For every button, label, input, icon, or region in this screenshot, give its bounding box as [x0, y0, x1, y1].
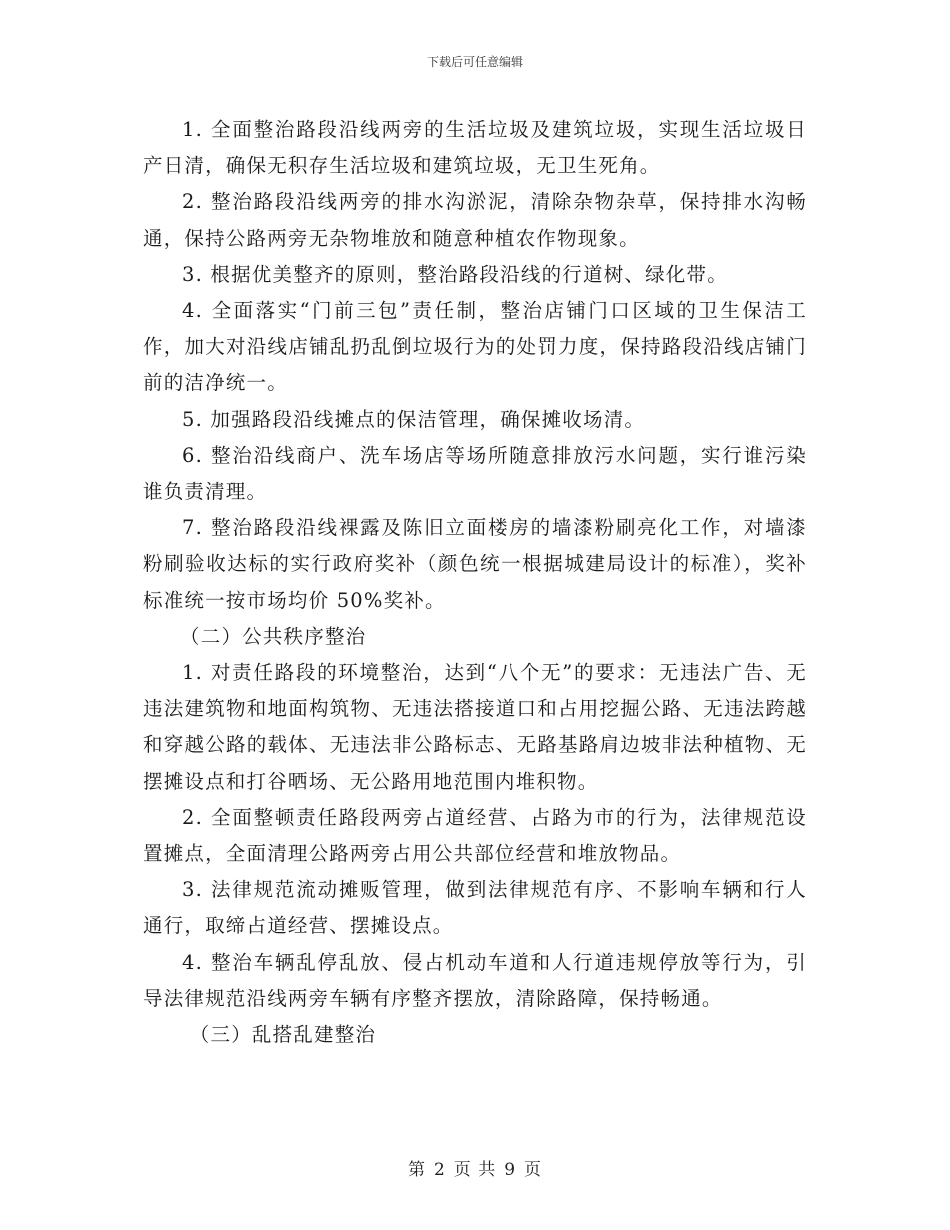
- paragraph-order-3: 3. 法律规范流动摊贩管理，做到法律规范有序、不影响车辆和行人通行，取缔占道经营、摆摊设点。: [143, 878, 807, 938]
- paragraph-item-7: 7. 整治路段沿线裸露及陈旧立面楼房的墙漆粉刷亮化工作，对墙漆粉刷验收达标的实行政府奖补（颜色统一根据城建局设计的标准），奖补标准统一按市场均价 50%奖补。: [143, 516, 807, 612]
- page-number-footer: [0, 1155, 950, 1180]
- paragraph-item-4: 4. 全面落实“门前三包”责任制，整治店铺门口区域的卫生保洁工作，加大对沿线店铺乱扔乱倒垃圾行为的处罚力度，保持路段沿线店铺门前的洁净统一。: [143, 299, 807, 395]
- paragraph-item-1: 1. 全面整治路段沿线两旁的生活垃圾及建筑垃圾，实现生活垃圾日产日清，确保无积存生活垃圾和建筑垃圾，无卫生死角。: [143, 118, 807, 178]
- paragraph-order-4: 4. 整治车辆乱停乱放、侵占机动车道和人行道违规停放等行为，引导法律规范沿线两旁车辆有序整齐摆放，清除路障，保持畅通。: [143, 950, 807, 1010]
- footer-prefix: 第: [407, 1160, 426, 1180]
- document-body: [143, 112, 807, 1053]
- paragraph-item-6: 6. 整治沿线商户、洗车场店等场所随意排放污水问题，实行谁污染谁负责清理。: [143, 443, 807, 504]
- footer-middle: 页 共: [453, 1160, 497, 1180]
- paragraph-item-2: 2. 整治路段沿线两旁的排水沟淤泥，清除杂物杂草，保持排水沟畅通，保持公路两旁无杂物堆放和随意种植农作物现象。: [143, 190, 807, 250]
- paragraph-item-3: 3. 根据优美整齐的原则，整治路段沿线的行道树、绿化带。: [182, 262, 728, 286]
- paragraph-item-5: 5. 加强路段沿线摊点的保洁管理，确保摊收场清。: [182, 407, 646, 431]
- footer-suffix: 页: [524, 1160, 543, 1180]
- footer-current-page: 2: [433, 1160, 446, 1180]
- page-header-note: 下载后可任意编辑: [426, 55, 523, 69]
- footer-total-pages: 9: [504, 1160, 517, 1180]
- section-heading-public-order: （二）公共秩序整治: [180, 624, 367, 648]
- section-heading-illegal-construction: （三）乱搭乱建整治: [189, 1023, 377, 1047]
- paragraph-order-2: 2. 全面整顿责任路段两旁占道经营、占路为市的行为，法律规范设置摊点，全面清理公路两旁占用公共部位经营和堆放物品。: [143, 805, 807, 866]
- paragraph-order-1: 1. 对责任路段的环境整治，达到“八个无”的要求：无违法广告、无违法建筑物和地面构筑物、无违法搭接道口和占用挖掘公路、无违法跨越和穿越公路的载体、无违法非公路标志、无路基路肩边坡非法种植物、无摆摊设点和打谷晒场、无公路用地范围内堆积物。: [143, 661, 807, 793]
